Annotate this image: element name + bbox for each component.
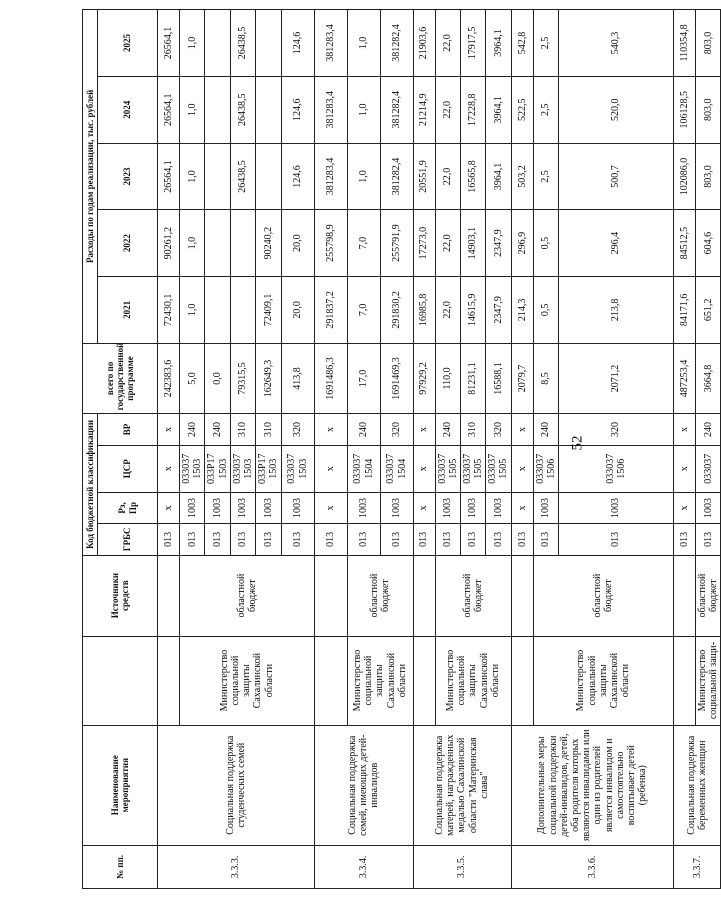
rzpr-cell: 1003 [435, 492, 460, 523]
csr-cell: 033P17 1503 [205, 445, 230, 492]
item-number: 3.3.5. [413, 845, 511, 888]
year-value-cell [205, 210, 230, 277]
year-value-cell: 540,3 [559, 10, 674, 77]
header-year-2021: 2021 [98, 276, 158, 343]
rzpr-cell: 1003 [460, 492, 485, 523]
empty-cell [158, 555, 180, 636]
csr-cell: 033037 1505 [460, 445, 485, 492]
header-csr: ЦСР [98, 445, 158, 492]
year-value-cell: 21903,6 [413, 10, 435, 77]
item-source: областной бюджет [435, 555, 511, 636]
year-value-cell: 803,0 [696, 143, 721, 210]
total-cell: 17,0 [347, 343, 380, 414]
header-year-2024: 2024 [98, 76, 158, 143]
year-value-cell [256, 10, 281, 77]
total-cell: 162649,3 [256, 343, 281, 414]
empty-cell [413, 555, 435, 636]
year-value-cell: 26438,5 [230, 10, 255, 77]
grbs-cell: 013 [314, 524, 347, 555]
grbs-cell: 013 [533, 524, 558, 555]
item-source: областной бюджет [347, 555, 413, 636]
total-cell: 1691469,3 [380, 343, 413, 414]
item-executor: Министерство социальной защиты Сахалинской области [435, 636, 511, 725]
year-value-cell: 500,7 [559, 143, 674, 210]
empty-cell [511, 555, 533, 636]
year-value-cell: 26438,5 [230, 76, 255, 143]
vr-cell: 310 [230, 414, 255, 445]
year-value-cell: 1,0 [180, 210, 205, 277]
total-cell: 2071,2 [559, 343, 674, 414]
rzpr-cell: 1003 [347, 492, 380, 523]
header-name: Наименование мероприятия [83, 725, 158, 845]
vr-cell: 240 [205, 414, 230, 445]
year-value-cell: 124,6 [281, 10, 314, 77]
csr-cell: x [511, 445, 533, 492]
year-value-cell: 7,0 [347, 276, 380, 343]
empty-cell [314, 555, 347, 636]
header-no: № пп. [83, 845, 158, 888]
total-cell: 487253,4 [674, 343, 696, 414]
empty-cell [158, 636, 180, 725]
csr-cell: 033037 1503 [281, 445, 314, 492]
rzpr-cell: x [314, 492, 347, 523]
item-name: Социальная поддержка беременных женщин [674, 725, 721, 845]
year-value-cell: 2,5 [533, 76, 558, 143]
csr-cell: x [674, 445, 696, 492]
year-value-cell [205, 76, 230, 143]
vr-cell: x [314, 414, 347, 445]
year-value-cell: 803,0 [696, 10, 721, 77]
year-value-cell: 17273,0 [413, 210, 435, 277]
year-value-cell: 0,5 [533, 276, 558, 343]
csr-cell: 033037 1503 [230, 445, 255, 492]
item-source: областной бюджет [696, 555, 721, 636]
grbs-cell: 013 [380, 524, 413, 555]
table-header [83, 10, 158, 889]
vr-cell: 240 [696, 414, 721, 445]
rzpr-cell: 1003 [486, 492, 511, 523]
year-value-cell: 7,0 [347, 210, 380, 277]
year-value-cell: 16565,8 [460, 143, 485, 210]
item-name: Социальная поддержка матерей, награжденных медалью Сахалинской области "Материнская слава" [413, 725, 511, 845]
rzpr-cell: x [511, 492, 533, 523]
year-value-cell: 651,2 [696, 276, 721, 343]
year-value-cell: 2347,9 [486, 276, 511, 343]
grbs-cell: 013 [435, 524, 460, 555]
year-value-cell: 20,0 [281, 276, 314, 343]
total-cell: 1691486,3 [314, 343, 347, 414]
item-number: 3.3.4. [314, 845, 413, 888]
vr-cell: 240 [533, 414, 558, 445]
year-value-cell: 604,6 [696, 210, 721, 277]
year-value-cell: 2347,9 [486, 210, 511, 277]
vr-cell: 240 [347, 414, 380, 445]
year-value-cell: 381283,4 [314, 10, 347, 77]
item-name: Дополнительные меры социальной поддержки детей-инвалидов, детей, оба родителя которых являются инвалидами или один из родителей является инвалидом и самостоятельно воспитывает детей (ребенка) [511, 725, 673, 845]
year-value-cell: 291830,2 [380, 276, 413, 343]
vr-cell: x [511, 414, 533, 445]
total-cell: 5,0 [180, 343, 205, 414]
rzpr-cell: x [158, 492, 180, 523]
item-source: областной бюджет [180, 555, 315, 636]
year-value-cell: 102086,0 [674, 143, 696, 210]
grbs-cell: 013 [158, 524, 180, 555]
total-cell: 3664,8 [696, 343, 721, 414]
rzpr-cell: 1003 [281, 492, 314, 523]
header-rzpr: Рз, Пр [98, 492, 158, 523]
rzpr-cell: 1003 [180, 492, 205, 523]
rotated-page [82, 9, 720, 889]
year-value-cell: 84171,6 [674, 276, 696, 343]
year-value-cell: 22,0 [435, 10, 460, 77]
year-value-cell: 84512,5 [674, 210, 696, 277]
year-value-cell: 381282,4 [380, 143, 413, 210]
year-value-cell: 16985,8 [413, 276, 435, 343]
year-value-cell: 22,0 [435, 143, 460, 210]
total-cell: 110,0 [435, 343, 460, 414]
year-value-cell: 124,6 [281, 76, 314, 143]
year-value-cell: 26564,1 [158, 76, 180, 143]
year-value-cell: 72430,1 [158, 276, 180, 343]
year-value-cell [256, 143, 281, 210]
page-number: 52 [569, 435, 586, 451]
year-value-cell: 22,0 [435, 76, 460, 143]
year-value-cell: 2,5 [533, 10, 558, 77]
item-executor: Министерство социальной защи- [696, 636, 721, 725]
csr-cell: x [413, 445, 435, 492]
csr-cell: 033037 1506 [559, 445, 674, 492]
item-executor: Министерство социальной защиты Сахалинской области [533, 636, 673, 725]
csr-cell: 033037 1505 [435, 445, 460, 492]
year-value-cell [256, 76, 281, 143]
year-value-cell [230, 276, 255, 343]
year-value-cell: 1,0 [180, 276, 205, 343]
year-value-cell: 214,3 [511, 276, 533, 343]
year-value-cell: 106128,5 [674, 76, 696, 143]
year-value-cell: 72409,1 [256, 276, 281, 343]
year-value-cell: 17917,5 [460, 10, 485, 77]
rzpr-cell: 1003 [559, 492, 674, 523]
vr-cell: 320 [486, 414, 511, 445]
empty-cell [674, 636, 696, 725]
year-value-cell: 20,0 [281, 210, 314, 277]
grbs-cell: 013 [559, 524, 674, 555]
year-value-cell: 2,5 [533, 143, 558, 210]
year-value-cell: 3964,1 [486, 10, 511, 77]
year-value-cell: 803,0 [696, 76, 721, 143]
vr-cell: 310 [460, 414, 485, 445]
grbs-cell: 013 [180, 524, 205, 555]
vr-cell: x [158, 414, 180, 445]
year-value-cell: 22,0 [435, 210, 460, 277]
year-value-cell: 381283,4 [314, 76, 347, 143]
csr-cell: 033037 [696, 445, 721, 492]
grbs-cell: 013 [486, 524, 511, 555]
table-row [314, 10, 347, 889]
total-cell: 16588,1 [486, 343, 511, 414]
budget-table [82, 9, 721, 889]
year-value-cell: 1,0 [347, 143, 380, 210]
item-number: 3.3.6. [511, 845, 673, 888]
csr-cell: 033037 1506 [533, 445, 558, 492]
table-row [674, 10, 696, 889]
grbs-cell: 013 [230, 524, 255, 555]
year-value-cell: 1,0 [180, 143, 205, 210]
year-value-cell: 90261,2 [158, 210, 180, 277]
table-row [158, 10, 180, 889]
year-value-cell: 381283,4 [314, 143, 347, 210]
year-value-cell: 17228,8 [460, 76, 485, 143]
year-value-cell: 22,0 [435, 276, 460, 343]
grbs-cell: 013 [413, 524, 435, 555]
csr-cell: 033037 1504 [380, 445, 413, 492]
csr-cell: 033P17 1503 [256, 445, 281, 492]
year-value-cell: 296,9 [511, 210, 533, 277]
rzpr-cell: 1003 [696, 492, 721, 523]
year-value-cell: 1,0 [347, 10, 380, 77]
item-number: 3.3.3. [158, 845, 315, 888]
year-value-cell: 26564,1 [158, 143, 180, 210]
year-value-cell: 381282,4 [380, 76, 413, 143]
total-cell: 0,0 [205, 343, 230, 414]
year-value-cell: 1,0 [180, 10, 205, 77]
grbs-cell: 013 [205, 524, 230, 555]
header-vr: ВР [98, 414, 158, 445]
year-value-cell: 14615,9 [460, 276, 485, 343]
rzpr-cell: x [674, 492, 696, 523]
year-value-cell: 90240,2 [256, 210, 281, 277]
vr-cell: x [674, 414, 696, 445]
vr-cell: 320 [559, 414, 674, 445]
vr-cell: 320 [380, 414, 413, 445]
vr-cell: x [413, 414, 435, 445]
year-value-cell: 3964,1 [486, 143, 511, 210]
csr-cell: 033037 1503 [180, 445, 205, 492]
item-name: Социальная поддержка студенческих семей [158, 725, 315, 845]
total-cell: 413,8 [281, 343, 314, 414]
grbs-cell: 013 [460, 524, 485, 555]
item-name: Социальная поддержка семей, имеющих детей-инвалидов [314, 725, 413, 845]
csr-cell: x [314, 445, 347, 492]
year-value-cell: 0,5 [533, 210, 558, 277]
year-value-cell: 522,5 [511, 76, 533, 143]
vr-cell: 320 [281, 414, 314, 445]
year-value-cell [205, 143, 230, 210]
vr-cell: 310 [256, 414, 281, 445]
rzpr-cell: 1003 [230, 492, 255, 523]
header-year-2025: 2025 [98, 10, 158, 77]
table-row [511, 10, 533, 889]
grbs-cell: 013 [674, 524, 696, 555]
total-cell: 97929,2 [413, 343, 435, 414]
year-value-cell: 20551,9 [413, 143, 435, 210]
year-value-cell [230, 210, 255, 277]
year-value-cell: 296,4 [559, 210, 674, 277]
total-cell: 79315,5 [230, 343, 255, 414]
total-cell: 2079,7 [511, 343, 533, 414]
header-code-group: Код бюджетной классификации [83, 414, 98, 555]
vr-cell: 240 [180, 414, 205, 445]
grbs-cell: 013 [281, 524, 314, 555]
header-grbs: ГРБС [98, 524, 158, 555]
item-source: областной бюджет [533, 555, 673, 636]
total-cell: 81231,1 [460, 343, 485, 414]
header-source: Источники средств [83, 555, 158, 636]
header-total: всего по государственной программе [83, 343, 158, 414]
csr-cell: 033037 1504 [347, 445, 380, 492]
year-value-cell: 291837,2 [314, 276, 347, 343]
year-value-cell: 110354,8 [674, 10, 696, 77]
year-value-cell: 3964,1 [486, 76, 511, 143]
empty-cell [314, 636, 347, 725]
item-executor: Министерство социальной защиты Сахалинской области [347, 636, 413, 725]
total-cell: 242383,6 [158, 343, 180, 414]
header-spend-group: Расходы по годам реализации, тыс. рублей [83, 10, 98, 344]
year-value-cell: 26438,5 [230, 143, 255, 210]
rzpr-cell: 1003 [380, 492, 413, 523]
year-value-cell: 520,0 [559, 76, 674, 143]
year-value-cell: 542,8 [511, 10, 533, 77]
year-value-cell: 255798,9 [314, 210, 347, 277]
year-value-cell: 21214,9 [413, 76, 435, 143]
item-number: 3.3.7. [674, 845, 721, 888]
empty-cell [674, 555, 696, 636]
table-body [158, 10, 721, 889]
csr-cell: 033037 1505 [486, 445, 511, 492]
year-value-cell: 213,8 [559, 276, 674, 343]
rzpr-cell: 1003 [205, 492, 230, 523]
year-value-cell [205, 10, 230, 77]
year-value-cell: 1,0 [180, 76, 205, 143]
year-value-cell: 124,6 [281, 143, 314, 210]
csr-cell: x [158, 445, 180, 492]
header-executor [83, 636, 158, 725]
header-year-2022: 2022 [98, 210, 158, 277]
rzpr-cell: x [413, 492, 435, 523]
year-value-cell [205, 276, 230, 343]
year-value-cell: 14903,1 [460, 210, 485, 277]
item-executor: Министерство социальной защиты Сахалинской области [180, 636, 315, 725]
empty-cell [511, 636, 533, 725]
grbs-cell: 013 [347, 524, 380, 555]
year-value-cell: 26564,1 [158, 10, 180, 77]
vr-cell: 240 [435, 414, 460, 445]
empty-cell [413, 636, 435, 725]
rzpr-cell: 1003 [533, 492, 558, 523]
table-row [413, 10, 435, 889]
year-value-cell: 255791,9 [380, 210, 413, 277]
year-value-cell: 1,0 [347, 76, 380, 143]
grbs-cell: 013 [511, 524, 533, 555]
year-value-cell: 503,2 [511, 143, 533, 210]
grbs-cell: 013 [256, 524, 281, 555]
header-year-2023: 2023 [98, 143, 158, 210]
grbs-cell: 013 [696, 524, 721, 555]
rzpr-cell: 1003 [256, 492, 281, 523]
year-value-cell: 381282,4 [380, 10, 413, 77]
total-cell: 8,5 [533, 343, 558, 414]
